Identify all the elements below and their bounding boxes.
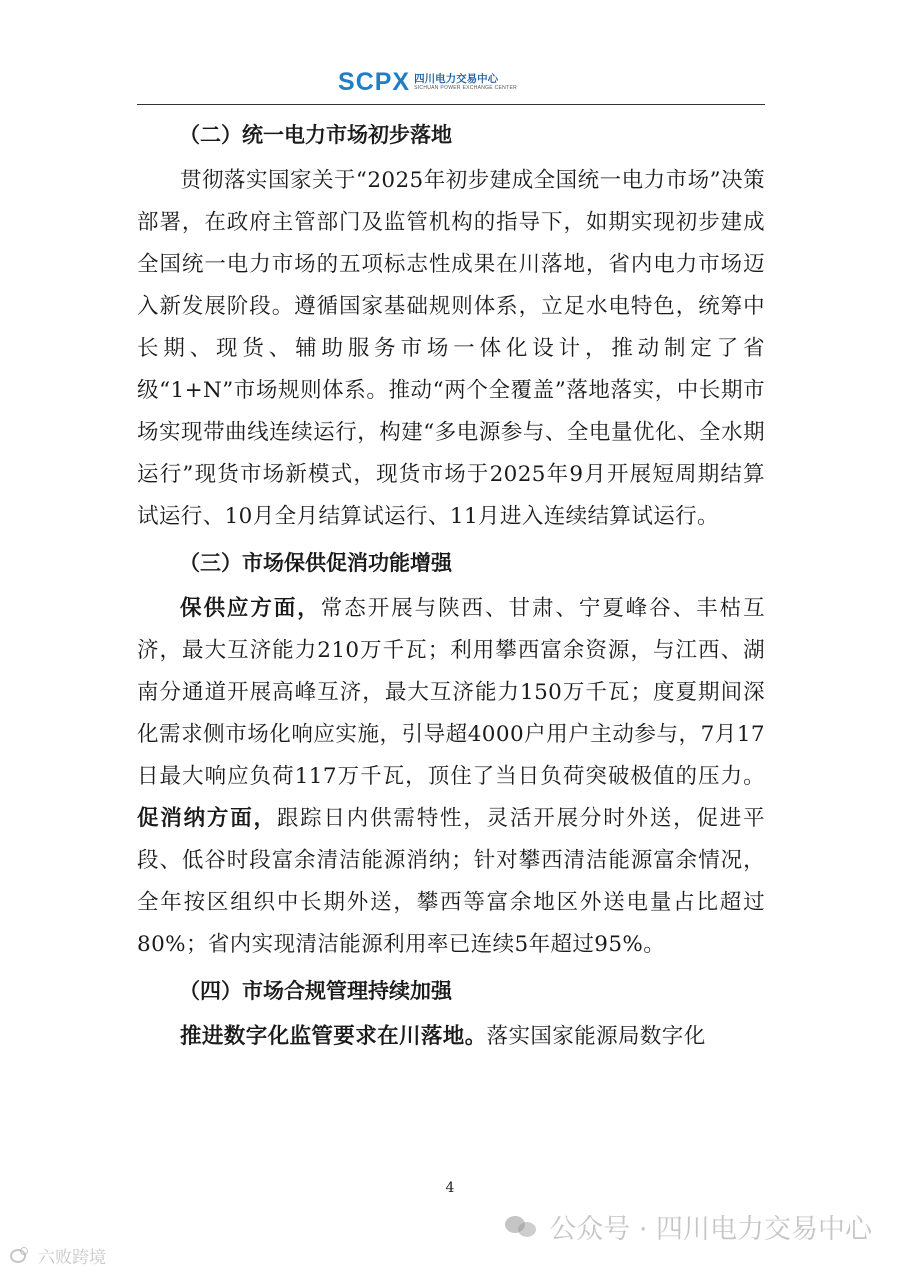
watermark-wechat xyxy=(505,1206,872,1246)
logo-en: SICHUAN POWER EXCHANGE CENTER xyxy=(414,84,517,91)
wechat-icon xyxy=(505,1212,539,1240)
weibo-icon xyxy=(10,1247,32,1263)
watermark-weibo xyxy=(10,1243,106,1267)
watermark-wechat-text: 公众号 · 四川电力交易中心 xyxy=(549,1213,872,1245)
document-body xyxy=(137,110,765,1058)
logo-mark: SCPX xyxy=(338,67,411,96)
section-heading: （三）市场保供促消功能增强 xyxy=(179,550,452,575)
section-heading: （四）市场合规管理持续加强 xyxy=(179,978,452,1003)
paragraph-text: 落实国家能源局数字化 xyxy=(486,1024,706,1049)
page-header xyxy=(137,60,765,105)
body-paragraph xyxy=(137,588,765,966)
logo-cn: 四川电力交易中心 xyxy=(414,72,499,85)
watermark-weibo-text: 六败跨境 xyxy=(38,1247,106,1268)
logo-text xyxy=(414,73,517,92)
body-paragraph xyxy=(137,160,765,538)
page-number: 4 xyxy=(445,1180,455,1196)
paragraph-text: 跟踪日内供需特性，灵活开展分时外送，促进平段、低谷时段富余清洁能源消纳；针对攀西清洁能源富余情况，全年按区组织中长期外送，攀西等富余地区外送电量占比超过80%；省内实现清洁能源利用率已连续5年超过95%。 xyxy=(137,806,765,957)
scpx-logo xyxy=(338,68,517,96)
section-heading: （二）统一电力市场初步落地 xyxy=(179,122,452,147)
paragraph-text: 常态开展与陕西、甘肃、宁夏峰谷、丰枯互济，最大互济能力210万千瓦；利用攀西富余资源，与江西、湖南分通道开展高峰互济，最大互济能力150万千瓦；度夏期间深化需求侧市场化响应实施，引导超4000户用户主动参与，7月17日最大响应负荷117万千瓦，顶住了当日负荷突破极值的压力。 xyxy=(137,596,765,789)
body-paragraph xyxy=(137,1016,765,1058)
bold-lead-phrase: 推进数字化监管要求在川落地。 xyxy=(180,1024,487,1049)
bold-lead-phrase: 促消纳方面， xyxy=(137,806,277,831)
paragraph-text: 贯彻落实国家关于“2025年初步建成全国统一电力市场”决策部署，在政府主管部门及监管机构的指导下，如期实现初步建成全国统一电力市场的五项标志性成果在川落地，省内电力市场迈入新发展阶段。遵循国家基础规则体系，立足水电特色，统筹中长期、现货、辅助服务市场一体化设计，推动制定了省级“1+N”市场规则体系。推动“两个全覆盖”落地落实，中长期市场实现带曲线连续运行，构建“多电源参与、全电量优化、全水期运行”现货市场新模式，现货市场于2025年9月开展短周期结算试运行、10月全月结算试运行、11月进入连续结算试运行。 xyxy=(137,168,765,529)
bold-lead-phrase: 保供应方面， xyxy=(180,596,321,621)
